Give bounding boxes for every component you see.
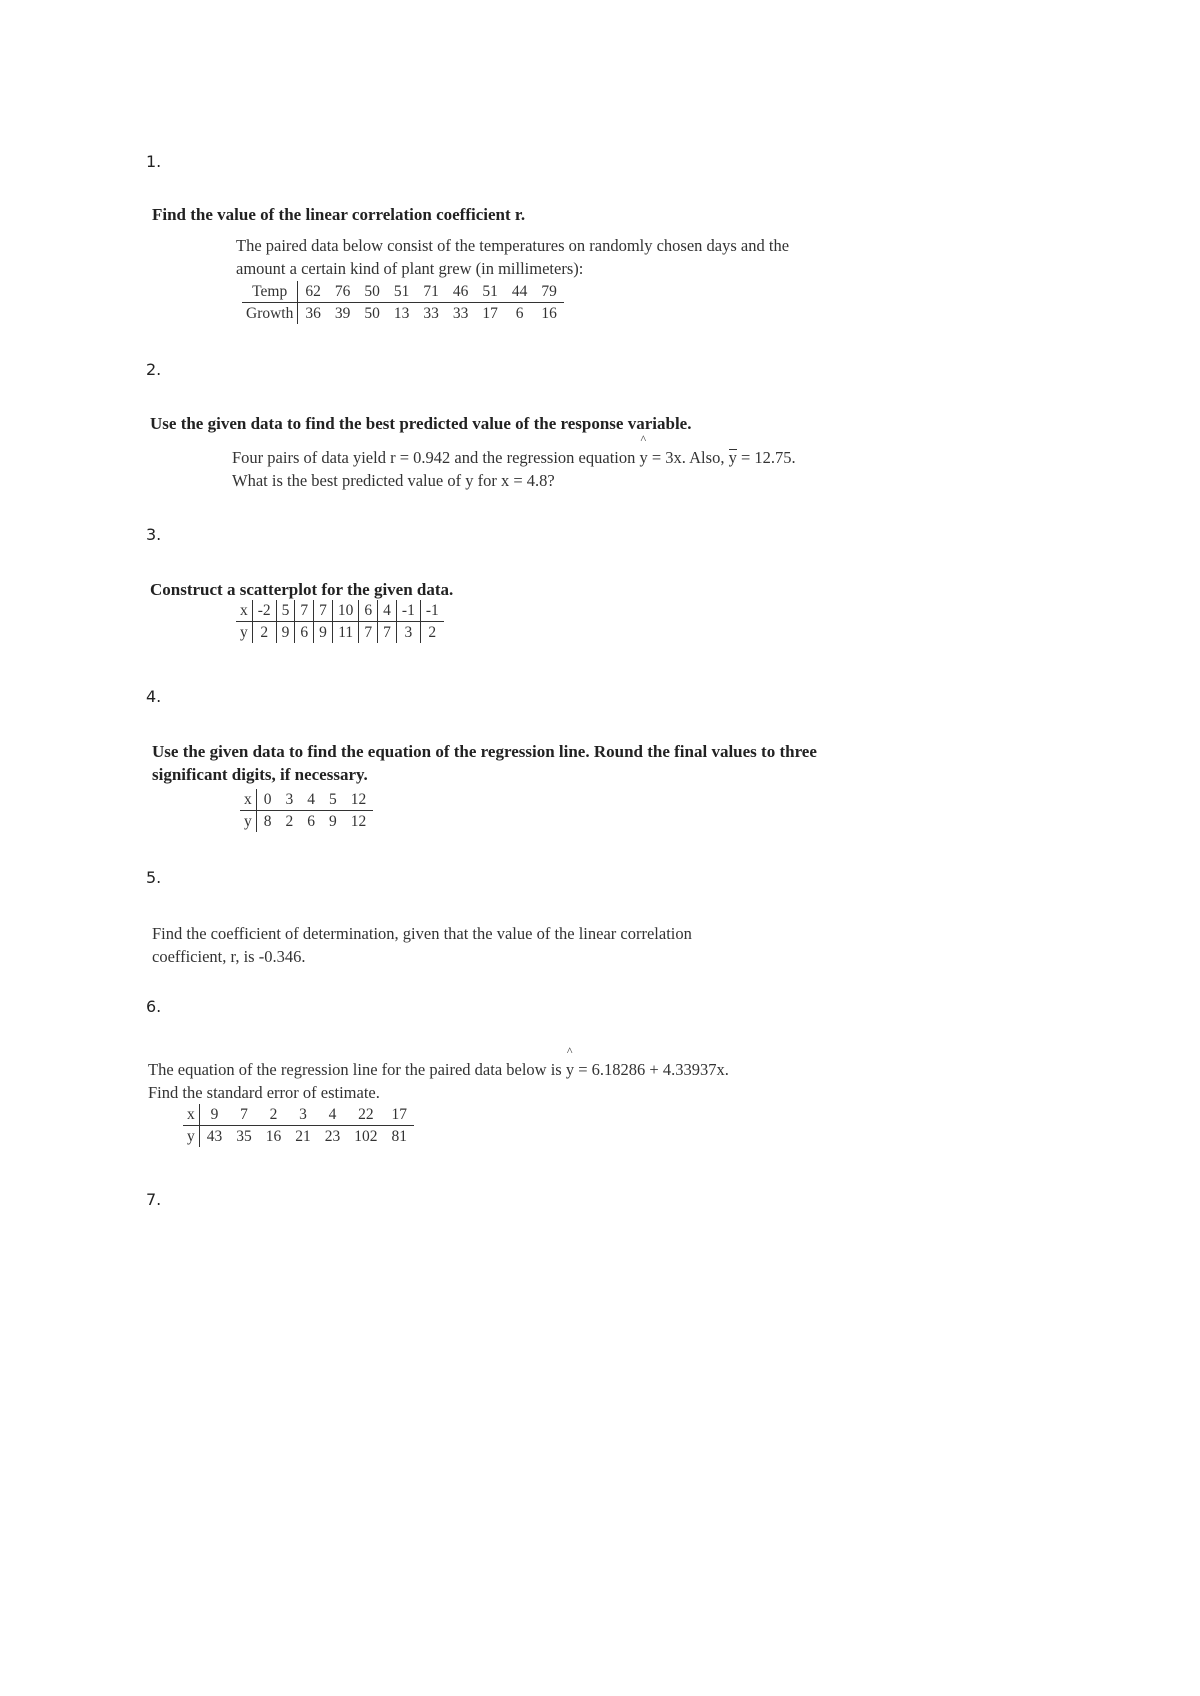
table-cell: 2 xyxy=(259,1104,289,1126)
table-row xyxy=(242,303,564,325)
table-cell: 10 xyxy=(332,600,359,622)
table-cell: 6 xyxy=(359,600,378,622)
table-cell: 3 xyxy=(396,622,420,644)
table-cell: 51 xyxy=(387,281,417,303)
table-cell: 6 xyxy=(515,304,524,322)
question-number-7: 7. xyxy=(146,1190,162,1209)
table-cell: 46 xyxy=(446,281,476,303)
table-cell: 12 xyxy=(350,812,367,830)
question-1-text-line2: amount a certain kind of plant grew (in millimeters): xyxy=(236,259,584,278)
table-row xyxy=(183,1104,414,1126)
table-cell: 6 xyxy=(295,622,314,644)
question-number-6: 6. xyxy=(146,997,162,1016)
table-cell: 16 xyxy=(541,304,557,322)
table-cell: 2 xyxy=(285,812,294,830)
row-label-growth: Growth xyxy=(242,303,298,325)
table-cell: 39 xyxy=(334,304,351,322)
question-number-1: 1. xyxy=(146,152,162,171)
question-2-text xyxy=(232,432,796,492)
table-cell: 7 xyxy=(295,600,314,622)
table-cell: 43 xyxy=(206,1127,223,1145)
table-cell: 7 xyxy=(229,1104,259,1126)
question-number-2: 2. xyxy=(146,360,162,379)
table-cell: 16 xyxy=(265,1127,282,1145)
table-cell: 6 xyxy=(307,812,315,830)
xy-standard-error-table xyxy=(183,1104,414,1147)
row-label-x: x xyxy=(236,600,252,622)
question-1-data-table xyxy=(242,281,564,324)
y-variable: y xyxy=(639,448,648,467)
question-1-text-line1: The paired data below consist of the temperatures on randomly chosen days and the xyxy=(236,236,790,255)
question-6-line1-part-a: The equation of the regression line for the paired data below is xyxy=(148,1060,562,1079)
table-cell: 9 xyxy=(199,1104,229,1126)
hat-accent: ^ xyxy=(566,1044,573,1058)
table-row xyxy=(183,1126,414,1148)
table-cell: 76 xyxy=(328,281,358,303)
question-2-line1 xyxy=(232,432,796,469)
table-cell: 17 xyxy=(385,1104,415,1126)
question-number-5: 5. xyxy=(146,868,162,887)
table-cell: 13 xyxy=(393,304,410,322)
question-2-title: Use the given data to find the best predicted value of the response variable. xyxy=(150,414,692,433)
table-cell: 81 xyxy=(391,1127,407,1145)
table-cell: 5 xyxy=(322,789,344,811)
row-label-y: y xyxy=(236,622,252,644)
table-row xyxy=(236,622,444,644)
hat-accent: ^ xyxy=(640,432,647,446)
table-cell: 22 xyxy=(347,1104,384,1126)
y-variable: y xyxy=(565,1060,575,1079)
question-2-line1-part-c: = 12.75. xyxy=(736,448,796,467)
table-cell: 33 xyxy=(423,304,439,322)
table-cell: 9 xyxy=(329,812,337,830)
row-label-y: y xyxy=(240,811,256,833)
xy-regression-table xyxy=(240,789,373,832)
row-label-x: x xyxy=(183,1104,199,1126)
row-label-temp: Temp xyxy=(242,281,298,303)
table-cell: 79 xyxy=(534,281,564,303)
table-cell: 8 xyxy=(263,812,272,830)
table-cell: 4 xyxy=(318,1104,348,1126)
table-cell: 35 xyxy=(236,1127,252,1145)
question-4-title-line1: Use the given data to find the equation of the regression line. Round the final values to three xyxy=(152,742,817,761)
question-4-data-table xyxy=(240,789,373,832)
question-number-4: 4. xyxy=(146,687,162,706)
question-4-title-line2: significant digits, if necessary. xyxy=(152,765,368,784)
row-label-y: y xyxy=(183,1126,199,1148)
table-cell: 23 xyxy=(324,1127,341,1145)
question-6-line1 xyxy=(148,1044,729,1081)
table-cell: 4 xyxy=(378,600,397,622)
table-cell: 50 xyxy=(357,281,387,303)
table-cell: -2 xyxy=(252,600,276,622)
question-3-title: Construct a scatterplot for the given data. xyxy=(150,580,454,599)
question-5-text-line1: Find the coefficient of determination, given that the value of the linear correlation xyxy=(152,924,692,943)
table-cell: 4 xyxy=(300,789,322,811)
table-row xyxy=(240,789,373,811)
table-cell: 51 xyxy=(475,281,505,303)
table-cell: 0 xyxy=(256,789,278,811)
table-cell: 9 xyxy=(314,622,333,644)
table-cell: 12 xyxy=(344,789,374,811)
table-cell: 50 xyxy=(364,304,380,322)
table-cell: 2 xyxy=(428,623,437,641)
row-label-x: x xyxy=(240,789,256,811)
table-row xyxy=(242,281,564,303)
y-bar-symbol: y xyxy=(728,448,737,467)
table-row xyxy=(236,600,444,622)
question-4-title xyxy=(152,740,817,786)
table-row xyxy=(240,811,373,833)
question-6-line2: Find the standard error of estimate. xyxy=(148,1083,380,1102)
table-cell: 71 xyxy=(416,281,446,303)
question-5-text-line2: coefficient, r, is -0.346. xyxy=(152,947,306,966)
table-cell: 7 xyxy=(378,622,397,644)
question-2-line2: What is the best predicted value of y for x = 4.8? xyxy=(232,471,555,490)
table-cell: 17 xyxy=(482,304,498,322)
table-cell: 2 xyxy=(252,622,276,644)
table-cell: 44 xyxy=(505,281,535,303)
question-6-line1-part-b: = 6.18286 + 4.33937x. xyxy=(574,1060,729,1079)
xy-scatter-table xyxy=(236,600,444,643)
table-cell: -1 xyxy=(420,600,443,622)
question-6-data-table xyxy=(183,1104,414,1147)
question-5-text xyxy=(152,922,692,968)
table-cell: 36 xyxy=(305,304,321,322)
table-cell: -1 xyxy=(396,600,420,622)
question-6-text xyxy=(148,1044,729,1104)
table-cell: 3 xyxy=(288,1104,318,1126)
temp-growth-table xyxy=(242,281,564,324)
question-2-line1-part-a: Four pairs of data yield r = 0.942 and the regression equation xyxy=(232,448,636,467)
table-cell: 11 xyxy=(332,622,359,644)
question-1-text xyxy=(236,234,789,280)
question-1-title: Find the value of the linear correlation coefficient r. xyxy=(152,205,526,224)
table-cell: 102 xyxy=(354,1127,378,1145)
table-cell: 7 xyxy=(359,622,378,644)
table-cell: 7 xyxy=(314,600,333,622)
question-2-line1-part-b: = 3x. Also, xyxy=(647,448,725,467)
question-3-data-table xyxy=(236,600,444,643)
table-cell: 5 xyxy=(276,600,295,622)
table-cell: 9 xyxy=(276,622,295,644)
table-cell: 21 xyxy=(295,1127,311,1145)
y-hat-symbol xyxy=(639,432,648,469)
y-hat-symbol xyxy=(565,1044,575,1081)
table-cell: 62 xyxy=(298,281,328,303)
question-number-3: 3. xyxy=(146,525,162,544)
table-cell: 33 xyxy=(452,304,469,322)
table-cell: 3 xyxy=(279,789,301,811)
